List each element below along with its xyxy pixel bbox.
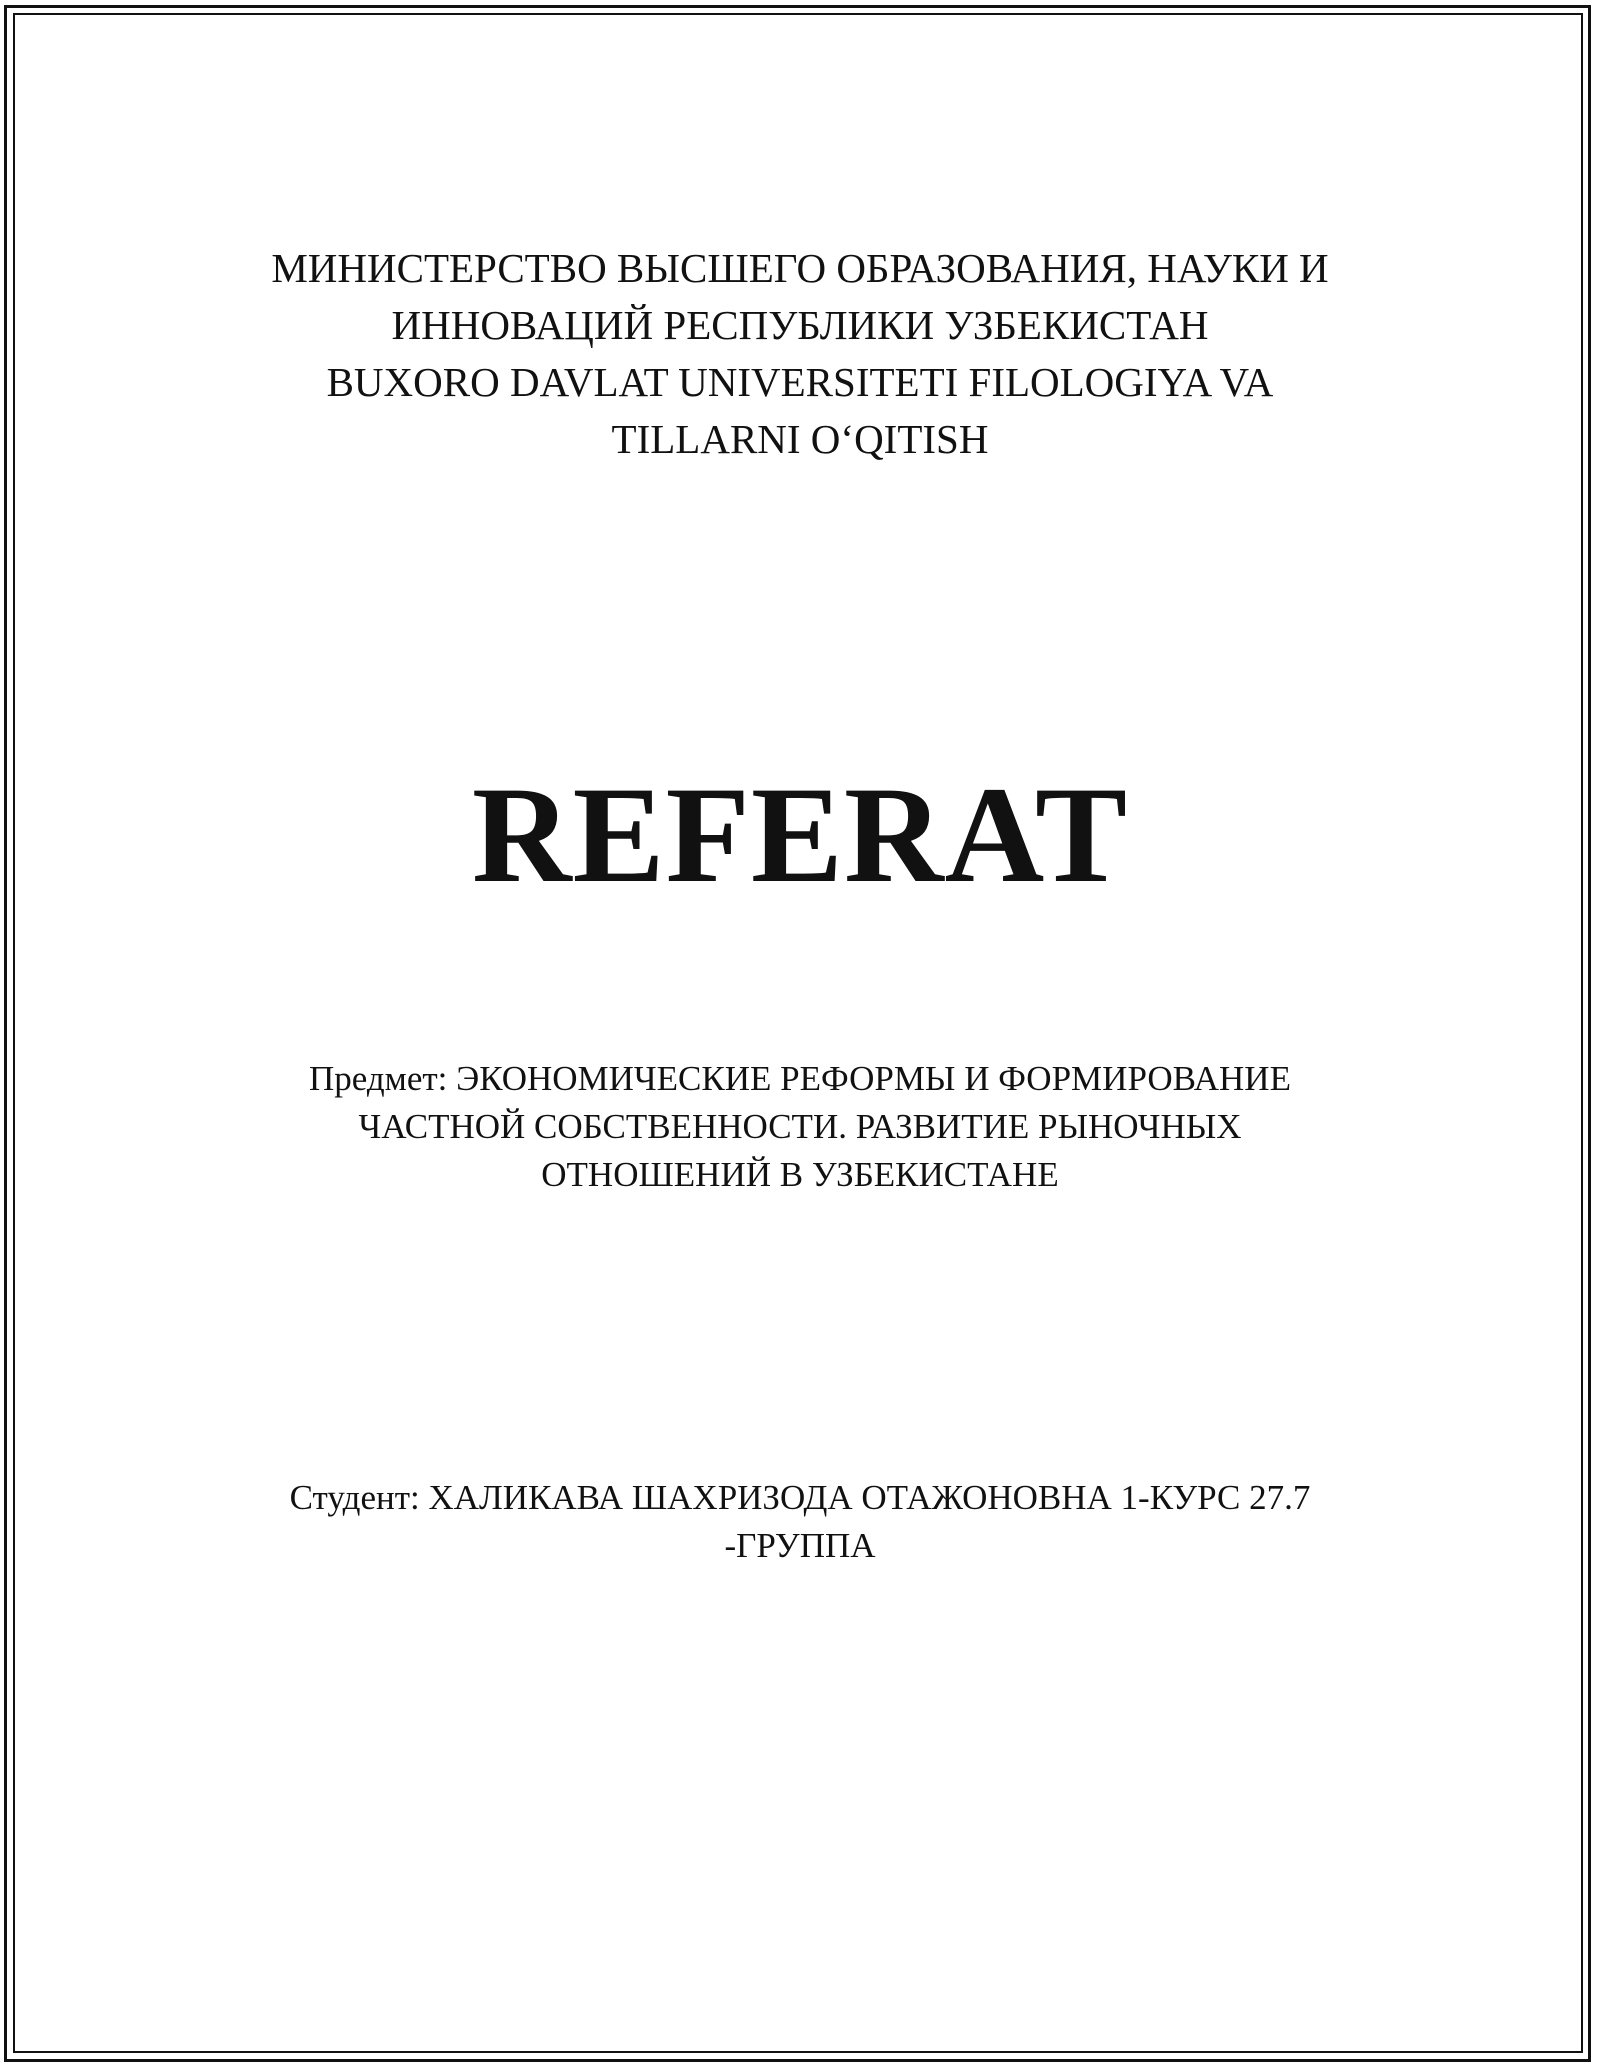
subject-line: Предмет: ЭКОНОМИЧЕСКИЕ РЕФОРМЫ И ФОРМИРОВАНИЕ	[309, 1059, 1291, 1098]
document-title: REFERAT	[471, 758, 1129, 911]
student-line: Студент: ХАЛИКАВА ШАХРИЗОДА ОТАЖОНОВНА 1-КУРС 27.7	[289, 1478, 1311, 1517]
header-line: BUXORO DAVLAT UNIVERSITETI FILOLOGIYA VA	[326, 359, 1274, 405]
subject-line: ЧАСТНОЙ СОБСТВЕННОСТИ. РАЗВИТИЕ РЫНОЧНЫХ	[358, 1107, 1242, 1146]
subject-block	[0, 1055, 1600, 1199]
student-line: -ГРУППА	[724, 1526, 876, 1565]
header-line: TILLARNI O‘QITISH	[611, 416, 989, 462]
header-line: ИННОВАЦИЙ РЕСПУБЛИКИ УЗБЕКИСТАН	[391, 302, 1209, 348]
subject-line: ОТНОШЕНИЙ В УЗБЕКИСТАНЕ	[541, 1155, 1059, 1194]
student-block	[0, 1474, 1600, 1570]
header-line: МИНИСТЕРСТВО ВЫСШЕГО ОБРАЗОВАНИЯ, НАУКИ И	[271, 245, 1329, 291]
institution-header	[0, 240, 1600, 468]
